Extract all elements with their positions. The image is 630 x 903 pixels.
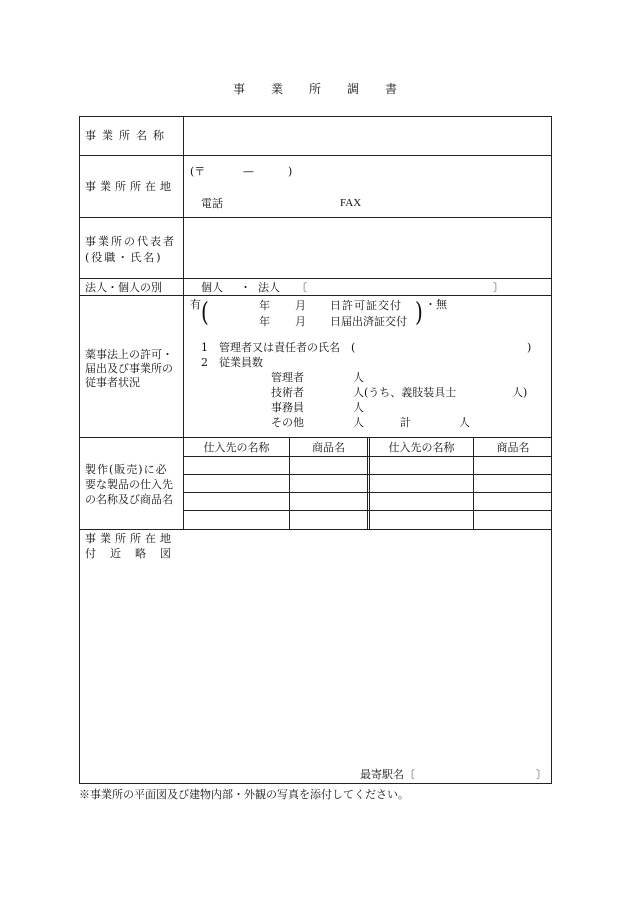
phone-label: 電話 xyxy=(201,197,223,210)
staff-other-label: その他 xyxy=(271,416,304,429)
row-divider xyxy=(79,155,552,156)
label-status-1: 薬事法上の許可・ xyxy=(85,348,173,361)
label-office-name: 事業所名称 xyxy=(85,129,170,142)
row-divider xyxy=(79,437,552,438)
title-char: 事 xyxy=(232,82,245,96)
label-supplier-3: の名称及び商品名 xyxy=(85,493,173,506)
label-representative-sub: (役職・氏名) xyxy=(85,251,163,264)
title-char: 書 xyxy=(385,82,398,96)
nearest-station-close: 〕 xyxy=(536,768,547,781)
staff-technician-label: 技術者 xyxy=(271,386,304,399)
entity-dot: ・ xyxy=(240,281,251,294)
staff-total-label: 計 xyxy=(400,416,411,429)
manager-name-label: 1 管理者又は責任者の氏名 ( xyxy=(201,341,356,354)
footnote: ※事業所の平面図及び建物内部・外観の写真を添付してください。 xyxy=(79,788,409,801)
row-divider xyxy=(79,529,552,530)
postal-open: (〒 xyxy=(190,165,206,178)
left-paren: ( xyxy=(201,296,209,328)
staff-total-unit: 人 xyxy=(459,416,470,429)
staff-count-label: 2 従業員数 xyxy=(201,356,263,369)
postal-close: ) xyxy=(288,165,293,178)
supplier-col-divider xyxy=(367,437,368,529)
label-map-2-text: 付近略図 xyxy=(85,547,185,560)
right-paren: ) xyxy=(415,296,423,328)
label-entity-type: 法人・個人の別 xyxy=(85,281,162,294)
staff-manager-label: 管理者 xyxy=(271,371,304,384)
staff-manager-unit: 人 xyxy=(353,371,364,384)
supplier-header-product-2: 商品名 xyxy=(496,441,530,454)
nearest-station-label: 最寄駅名〔 xyxy=(360,768,415,781)
title-char: 調 xyxy=(347,82,360,96)
staff-technician-close: 人) xyxy=(512,386,528,399)
office-name-field[interactable] xyxy=(186,121,548,151)
staff-clerk-label: 事務員 xyxy=(271,401,304,414)
supplier-header-name-2: 仕入先の名称 xyxy=(388,441,455,454)
postal-dash: — xyxy=(243,165,254,178)
document-title xyxy=(0,80,630,97)
entity-bracket-open: 〔 xyxy=(296,281,307,294)
permit-yes[interactable]: 有 xyxy=(190,298,201,311)
row-divider xyxy=(79,217,552,218)
label-column-divider xyxy=(183,116,184,529)
supplier-header-name-1: 仕入先の名称 xyxy=(203,441,270,454)
row-divider xyxy=(79,295,552,296)
row-divider xyxy=(79,278,552,279)
label-office-address: 事業所所在地 xyxy=(85,180,175,193)
notice-issued: 日届出済証交付 xyxy=(330,315,407,328)
label-representative: 事業所の代表者 xyxy=(85,235,176,248)
permit-year-1: 年 xyxy=(259,299,270,312)
representative-field[interactable] xyxy=(186,222,548,274)
entity-individual[interactable]: 個人 xyxy=(201,281,223,294)
permit-month-1: 月 xyxy=(295,299,306,312)
title-char: 業 xyxy=(270,82,283,96)
staff-other-unit: 人 xyxy=(353,416,364,429)
label-status-3: 従事者状況 xyxy=(85,376,140,389)
map-area[interactable] xyxy=(186,534,548,764)
permit-issued: 日許可証交付 xyxy=(330,299,402,312)
label-supplier-1: 製作(販売)に必 xyxy=(85,463,168,476)
label-status-2: 届出及び事業所の xyxy=(85,362,173,375)
permit-none[interactable]: ・無 xyxy=(425,298,447,311)
label-supplier-2: 要な製品の仕入先 xyxy=(85,478,173,491)
label-map-2 xyxy=(85,547,185,560)
supplier-header-product-1: 商品名 xyxy=(312,441,345,454)
title-char: 所 xyxy=(308,82,321,96)
fax-label: FAX xyxy=(340,197,362,209)
permit-month-2: 月 xyxy=(295,315,306,328)
entity-bracket-close: 〕 xyxy=(493,281,504,294)
manager-name-close: ) xyxy=(527,341,532,354)
staff-clerk-unit: 人 xyxy=(353,401,364,414)
entity-corporate[interactable]: 法人 xyxy=(258,281,280,294)
permit-year-2: 年 xyxy=(259,315,270,328)
label-map-1: 事業所所在地 xyxy=(85,532,175,545)
staff-technician-detail: 人(うち、義肢装具士 xyxy=(353,386,457,399)
